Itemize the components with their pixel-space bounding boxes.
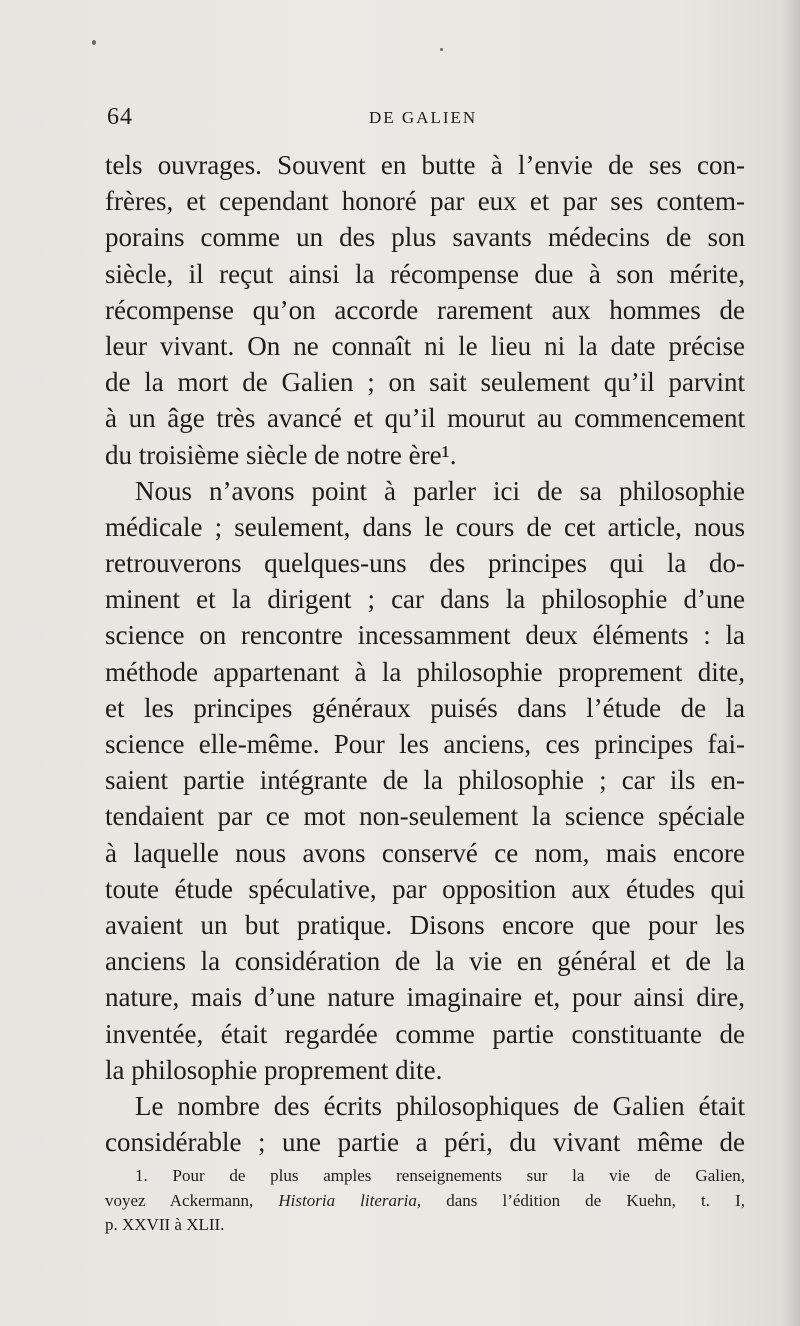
paragraph-start-line: Le nombre des écrits philosophiques de Galien était bbox=[135, 1090, 745, 1121]
footnote-line bbox=[105, 1189, 745, 1214]
footnote-text: voyez Ackermann, bbox=[105, 1190, 279, 1210]
body-text bbox=[105, 147, 745, 1160]
text-line: saient partie intégrante de la philosophie ; car ils en- bbox=[105, 765, 745, 796]
footnote-italic-title: Historia literaria bbox=[278, 1190, 417, 1210]
text-line: du troisième siècle de notre ère¹. bbox=[105, 439, 457, 470]
paragraph-start-line: Nous n’avons point à parler ici de sa philosophie bbox=[135, 475, 745, 506]
text-line: leur vivant. On ne connaît ni le lieu ni la date précise bbox=[105, 330, 745, 361]
text-line: tels ouvrages. Souvent en butte à l’envie de ses con- bbox=[105, 150, 745, 180]
text-line: méthode appartenant à la philosophie proprement dite, bbox=[105, 656, 745, 687]
page-edge-shadow bbox=[782, 0, 800, 1326]
text-line: porains comme un des plus savants médecins de son bbox=[105, 222, 745, 253]
text-line: la philosophie proprement dite. bbox=[105, 1054, 443, 1085]
text-line: retrouverons quelques-uns des principes qui la do- bbox=[105, 548, 745, 579]
text-line: nature, mais d’une nature imaginaire et, pour ainsi dire, bbox=[105, 982, 745, 1013]
text-line: science on rencontre incessamment deux éléments : la bbox=[105, 620, 745, 651]
text-line: science elle-même. Pour les anciens, ces principes fai- bbox=[105, 729, 745, 759]
footnote-line: 1. Pour de plus amples renseignements sur la vie de Galien, bbox=[135, 1166, 745, 1185]
footnote-text: , dans l’édition de Kuehn, t. I, bbox=[416, 1190, 745, 1210]
text-line: inventée, était regardée comme partie constituante de bbox=[105, 1018, 745, 1049]
text-line: et les principes généraux puisés dans l’étude de la bbox=[105, 692, 745, 723]
text-line: à un âge très avancé et qu’il mourut au commencement bbox=[105, 403, 745, 434]
text-line: siècle, il reçut ainsi la récompense due à son mérite, bbox=[105, 258, 745, 289]
text-line: considérable ; une partie a péri, du vivant même de bbox=[105, 1127, 745, 1158]
text-line: récompense qu’on accorde rarement aux hommes de bbox=[105, 294, 745, 325]
text-line: de la mort de Galien ; on sait seulement qu’il parvint bbox=[105, 367, 745, 398]
footnotes bbox=[105, 1164, 745, 1238]
text-line: avaient un but pratique. Disons encore que pour les bbox=[105, 909, 745, 940]
text-line: minent et la dirigent ; car dans la philosophie d’une bbox=[105, 584, 745, 615]
text-line: toute étude spéculative, par opposition aux études qui bbox=[105, 873, 745, 904]
text-line: à laquelle nous avons conservé ce nom, mais encore bbox=[105, 837, 745, 868]
text-line: anciens la considération de la vie en général et de la bbox=[105, 946, 745, 977]
running-head: DE GALIEN bbox=[369, 108, 478, 127]
page-number: 64 bbox=[107, 104, 133, 130]
page-header bbox=[107, 104, 747, 134]
paper-speck bbox=[92, 40, 96, 45]
footnote-line: p. XXVII à XLII. bbox=[105, 1215, 225, 1234]
paper-speck bbox=[440, 48, 443, 51]
text-line: médicale ; seulement, dans le cours de cet article, nous bbox=[105, 511, 745, 542]
text-line: frères, et cependant honoré par eux et par ses contem- bbox=[105, 186, 745, 217]
text-line: tendaient par ce mot non-seulement la science spéciale bbox=[105, 801, 745, 832]
